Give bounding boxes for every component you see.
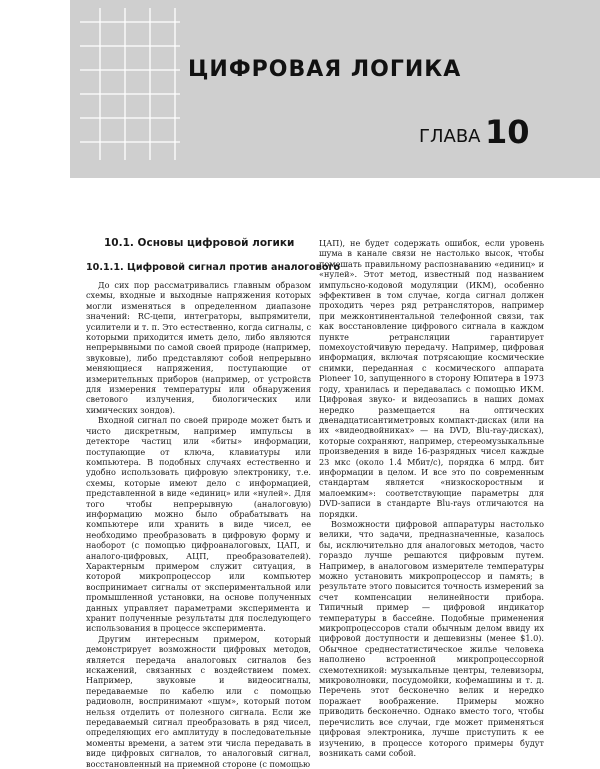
right-text-column xyxy=(319,238,544,758)
paragraph: Возможности цифровой аппаратуры настолько велики, что задачи, предназначенные, казалось бы, исключительно для аналоговых методов, часто гораздо лучше решаются цифровым путем. Например, в аналоговом измерителе температуры можно установить микропроцессор и память; в результате этого повысится точность измерений за счет компенсации нелинейности прибора. Типичный пример — цифровой индикатор температуры в бассейне. Подобные применения микропроцессоров стали обычным делом ввиду их цифровой доступности и дешевизны (менее $1.0). Обычное среднестатистическое жилье человека наполнено встроенной микропроцессорной схемотехникой: музыкальные центры, телевизоры, микроволновки, посудомойки, кофемашины и т. д. Перечень этот бесконечно велик и нередко поражает воображение. Примеры можно приводить бесконечно. Однако вместо того, чтобы перечислить все случаи, где может применяться цифровая электроника, лучше приступить к ее изучению, в процессе которого примеры будут возникать сами собой. xyxy=(319,518,544,758)
left-text-column xyxy=(86,280,311,769)
chapter-banner xyxy=(70,0,600,178)
paragraph: ЦАП), не будет содержать ошибок, если уровень шума в канале связи не настолько высок, чтобы помешать правильному распознаванию «единиц» и «нулей». Этот метод, известный под названием импульсно-кодовой модуляции (ИКМ), особенно эффективен в том случае, когда сигнал должен проходить через ряд ретрансляторов, например при межконтинентальной телефонной связи, так как восстановление цифрового сигнала в каждом пункте ретрансляции гарантирует помехоустойчивую передачу. Например, цифровая информация, включая потрясающие космические снимки, переданная с космического аппарата Pioneer 10, запущенного в сторону Юпитера в 1973 году, хранилась и передавалась с помощью ИКМ. Цифровая звуко- и видеозапись в наших домах нередко размещается на оптических двенадцатисантиметровых компакт-дисках (или на их «видеодвойниках» — на DVD, Blu-ray-дисках), которые сохраняют, например, стереомузыкальные произведения в виде 16-разрядных чисел каждые 23 мкс (около 1.4 Мбит/с), порядка 6 млрд. бит информации в целом. И все это по современным стандартам является «низкоскоростным и малоемким»: соответствующие параметры для DVD-записи в стандарте Blu-rays отличаются на порядки. xyxy=(319,238,544,519)
section-title: 10.1. Основы цифровой логики xyxy=(104,237,295,249)
banner-grid-decoration xyxy=(70,0,190,178)
paragraph: До сих пор рассматривались главным образом схемы, входные и выходные напряжения которых могли изменяться в определенном диапазоне значений: RC-цепи, интеграторы, выпрямители, усилители и т. п. Это естественно, когда сигналы, с которыми приходится иметь дело, либо являются непрерывными по самой своей природе (например, звуковые), либо представляют собой непрерывно меняющиеся напряжения, поступающие от измерительных приборов (например, от устройств для измерения температуры или обнаружения светового излучения, биологических или химических зондов). xyxy=(86,280,311,415)
paragraph: Входной сигнал по своей природе может быть и чисто дискретным, например импульсы в детекторе частиц или «биты» информации, поступающие от ключа, клавиатуры или компьютера. В подобных случаях естественно и удобно использовать цифровую электронику, т.е. схемы, которые имеют дело с информацией, представленной в виде «единиц» или «нулей». Для того чтобы непрерывную (аналоговую) информацию можно было обрабатывать на компьютере или хранить в виде чисел, ее необходимо преобразовать в цифровую форму и наоборот (с помощью цифроаналоговых, ЦАП, и аналого-цифровых, АЦП, преобразователей). Характерным примером служит ситуация, в которой микропроцессор или компьютер воспринимает сигналы от экспериментальной или промышленной установки, на основе полученных данных управляет параметрами эксперимента и хранит полученные результаты для последующего использования в процессе эксперимента. xyxy=(86,415,311,634)
paragraph: Другим интересным примером, который демонстрирует возможности цифровых методов, является передача аналоговых сигналов без искажений, связанных с воздействием помех. Например, звуковые и видеосигналы, передаваемые по кабелю или с помощью радиоволн, воспринимают «шум», который потом нельзя отделить от полезного сигнала. Если же передаваемый сигнал преобразовать в ряд чисел, определяющих его амплитуду в последовательные моменты времени, а затем эти числа передавать в виде цифровых сигналов, то аналоговый сигнал, восстановленный на приемной стороне (с помощью xyxy=(86,633,311,769)
chapter-title: ЦИФРОВАЯ ЛОГИКА xyxy=(188,57,462,82)
subsection-title: 10.1.1. Цифровой сигнал против аналогового xyxy=(86,262,341,273)
chapter-number: 10 xyxy=(485,113,530,151)
chapter-label: ГЛАВА xyxy=(419,126,481,147)
